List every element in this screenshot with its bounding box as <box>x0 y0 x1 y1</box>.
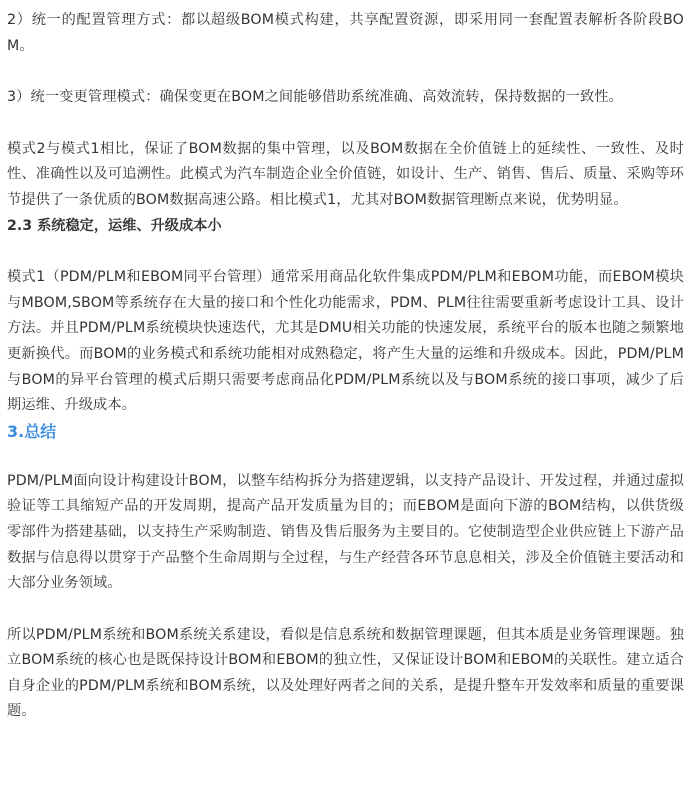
paragraph-summary-2: 所以PDM/PLM系统和BOM系统关系建设，看似是信息系统和数据管理课题，但其本质是业务管理课题。独立BOM系统的核心也是既保持设计BOM和EBOM的独立性，又保证设计BOM和EBOM的关联性。建立适合自身企业的PDM/PLM系统和BOM系统，以及处理好两者之间的关系，是提升整车开发效率和质量的重要课题。 <box>7 626 684 720</box>
paragraph-mode1-maintenance: 模式1（PDM/PLM和EBOM同平台管理）通常采用商品化软件集成PDM/PLM和EBOM功能，而EBOM模块与MBOM,SBOM等系统存在大量的接口和个性化功能需求，PDM、PLM往往需要重新考虑设计工具、设计方法。并且PDM/PLM系统模块快速迭代，尤其是DMU相关功能的快速发展，系统平台的版本也随之频繁地更新换代。而BOM的业务模式和系统功能相对成熟稳定，将产生大量的运维和升级成本。因此，PDM/PLM与BOM的异平台管理的模式后期只需要考虑商品化PDM/PLM系统以及与BOM系统的接口事项，减少了后期运维、升级成本。 <box>7 269 684 414</box>
paragraph-config-management: 2）统一的配置管理方式：都以超级BOM模式构建，共享配置资源，即采用同一套配置表解析各阶段BOM。 <box>7 12 684 54</box>
section-heading-2-3: 2.3 系统稳定，运维、升级成本小 <box>7 217 222 234</box>
paragraph-mode-comparison: 模式2与模式1相比，保证了BOM数据的集中管理，以及BOM数据在全价值链上的延续性、一致性、及时性、准确性以及可追溯性。此模式为汽车制造企业全价值链，如设计、生产、销售、售后、质量、采购等环节提供了一条优质的BOM数据高速公路。相比模式1，尤其对BOM数据管理断点来说，优势明显。 <box>7 140 684 208</box>
paragraph-change-management: 3）统一变更管理模式：确保变更在BOM之间能够借助系统准确、高效流转，保持数据的一致性。 <box>7 89 624 106</box>
paragraph-summary-1: PDM/PLM面向设计构建设计BOM，以整车结构拆分为搭建逻辑，以支持产品设计、开发过程，并通过虚拟验证等工具缩短产品的开发周期，提高产品开发质量为目的；而EBOM是面向下游的BOM结构，以供货级零部件为搭建基础，以支持生产采购制造、销售及售后服务为主要目的。它使制造型企业供应链上下游产品数据与信息得以贯穿于产品整个生命周期与全过程，与生产经营各环节息息相关，涉及全价值链主要活动和大部分业务领域。 <box>7 472 684 592</box>
section-heading-summary: 3.总结 <box>7 421 57 441</box>
